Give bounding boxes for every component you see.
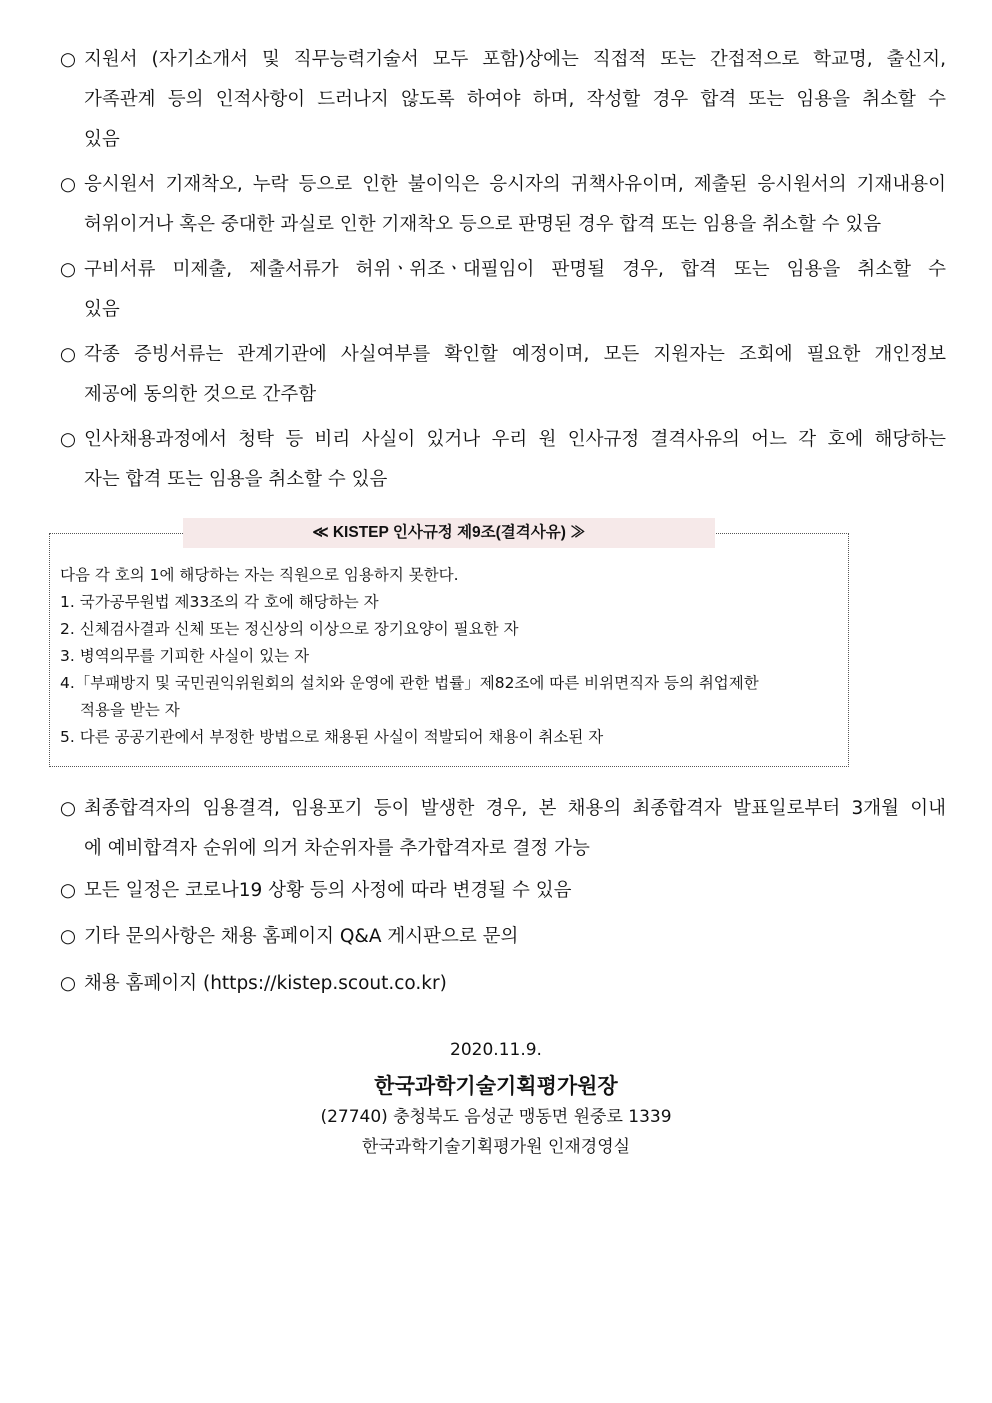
circle-bullet-icon: ○: [59, 880, 77, 901]
circle-bullet-icon: ○: [59, 344, 77, 365]
notice-line: 인사채용과정에서 청탁 등 비리 사실이 있거나 우리 원 인사규정 결격사유의 어느 각 호에 해당하는: [84, 429, 946, 450]
notice-line: 각종 증빙서류는 관계기관에 사실여부를 확인할 예정이며, 모든 지원자는 조회에 필요한 개인정보: [84, 344, 946, 365]
organization-address: (27740) 충청북도 음성군 맹동면 원중로 1339: [320, 1107, 672, 1127]
notice-line: 모든 일정은 코로나19 상황 등의 사정에 따라 변경될 수 있음: [84, 880, 572, 901]
notice-line: 기타 문의사항은 채용 홈페이지 Q&A 게시판으로 문의: [84, 926, 519, 947]
notice-line: 허위이거나 혹은 중대한 과실로 인한 기재착오 등으로 판명된 경우 합격 또는 임용을 취소할 수 있음: [84, 214, 882, 235]
notice-line: 자는 합격 또는 임용을 취소할 수 있음: [84, 469, 388, 490]
notice-line: 구비서류 미제출, 제출서류가 허위ㆍ위조ㆍ대필임이 판명될 경우, 합격 또는 임용을 취소할 수: [84, 259, 946, 280]
notice-line: 있음: [84, 299, 120, 320]
notice-inquiries: [58, 917, 946, 957]
circle-bullet-icon: ○: [59, 174, 77, 195]
issue-date: 2020.11.9.: [450, 1040, 542, 1060]
notice-schedule-change: [58, 871, 946, 911]
circle-bullet-icon: ○: [59, 798, 77, 819]
notice-line: 지원서 (자기소개서 및 직무능력기술서 모두 포함)상에는 직접적 또는 간접적으로 학교명, 출신지,: [84, 49, 946, 70]
circle-bullet-icon: ○: [59, 259, 77, 280]
notice-line: 있음: [84, 129, 120, 150]
regulation-item-continuation: 적용을 받는 자: [80, 701, 180, 719]
notice-line: 응시원서 기재착오, 누락 등으로 인한 불이익은 응시자의 귀책사유이며, 제출된 응시원서의 기재내용이: [84, 174, 946, 195]
regulation-box-body: [60, 562, 840, 751]
notice-application-errors: [58, 165, 946, 245]
notice-corruption: [58, 420, 946, 500]
regulation-intro: 다음 각 호의 1에 해당하는 자는 직원으로 임용하지 못한다.: [60, 566, 459, 584]
circle-bullet-icon: ○: [59, 49, 77, 70]
circle-bullet-icon: ○: [59, 926, 77, 947]
notice-line: 에 예비합격자 순위에 의거 차순위자를 추가합격자로 결정 가능: [84, 838, 590, 859]
circle-bullet-icon: ○: [59, 429, 77, 450]
organization-department: 한국과학기술기획평가원 인재경영실: [361, 1137, 631, 1157]
notice-reserve-candidates: [58, 789, 946, 869]
organization-head: 한국과학기술기획평가원장: [374, 1074, 618, 1098]
circle-bullet-icon: ○: [59, 973, 77, 994]
regulation-item: 1. 국가공무원법 제33조의 각 호에 해당하는 자: [60, 593, 379, 611]
notice-verification: [58, 335, 946, 415]
notice-line: 최종합격자의 임용결격, 임용포기 등이 발생한 경우, 본 채용의 최종합격자 발표일로부터 3개월 이내: [84, 798, 946, 819]
regulation-item: 5. 다른 공공기관에서 부정한 방법으로 채용된 사실이 적발되어 채용이 취소된 자: [60, 728, 604, 746]
regulation-item: 3. 병역의무를 기피한 사실이 있는 자: [60, 647, 310, 665]
regulation-item: 2. 신체검사결과 신체 또는 정신상의 이상으로 장기요양이 필요한 자: [60, 620, 519, 638]
regulation-item: 4.「부패방지 및 국민권익위원회의 설치와 운영에 관한 법률」제82조에 따른 비위면직자 등의 취업제한: [60, 674, 759, 692]
notice-missing-documents: [58, 250, 946, 330]
regulation-box-title: ≪ KISTEP 인사규정 제9조(결격사유) ≫: [183, 518, 715, 548]
notice-line: 가족관계 등의 인적사항이 드러나지 않도록 하여야 하며, 작성할 경우 합격 또는 임용을 취소할 수: [84, 89, 946, 110]
notice-application-anonymity: [58, 40, 946, 160]
notice-homepage: [58, 964, 946, 1004]
notice-line: 제공에 동의한 것으로 간주함: [84, 384, 317, 405]
homepage-link[interactable]: 채용 홈페이지 (https://kistep.scout.co.kr): [84, 973, 447, 994]
